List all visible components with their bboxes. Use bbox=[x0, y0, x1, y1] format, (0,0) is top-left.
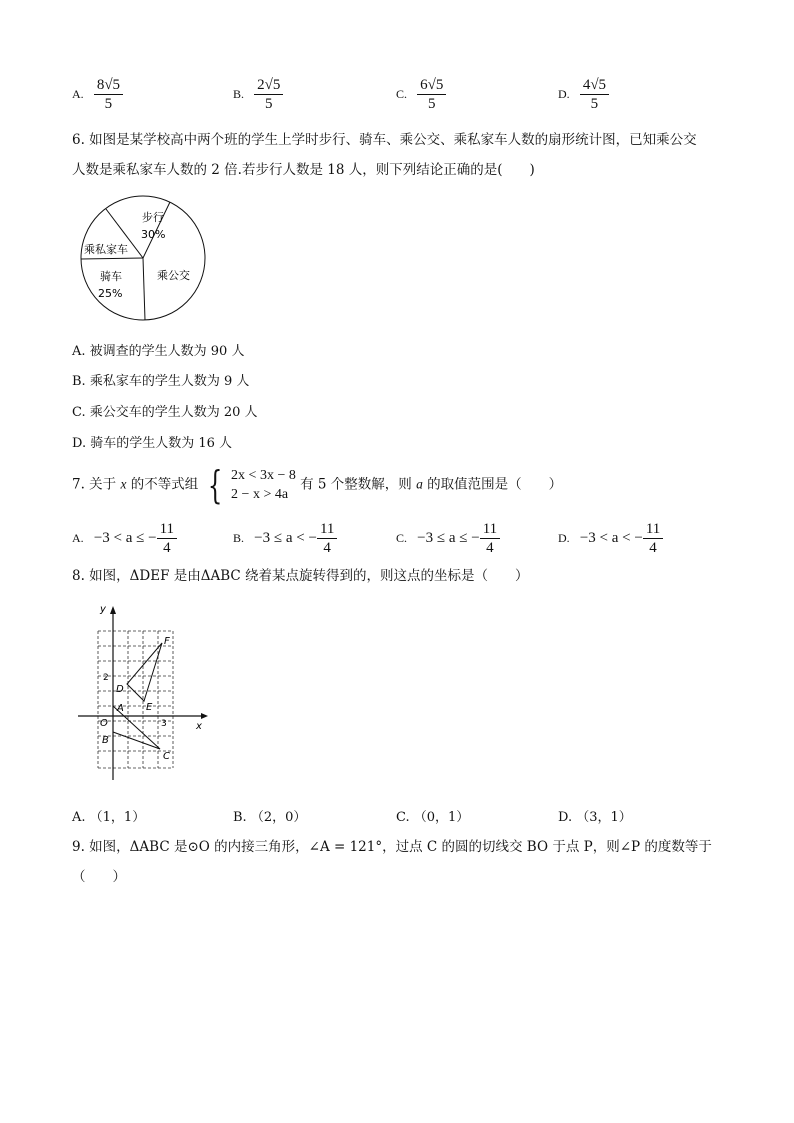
q7-option-a[interactable]: A. −3 < a ≤ − $\frac{11}{4}$ bbox=[72, 520, 177, 557]
q6-option-b[interactable]: B. 乘私家车的学生人数为 9 人 bbox=[72, 374, 250, 389]
point-label-d: D bbox=[116, 684, 124, 695]
q9-stem-line1: 9. 如图，ΔABC 是⊙O 的内接三角形，∠A = 121°，过点 C 的圆的切线交 BO 于点 P，则∠P 的度数等于 bbox=[72, 839, 712, 855]
q5-a-numerator: 8√5 bbox=[94, 76, 123, 95]
axis-label-y: y bbox=[100, 604, 106, 615]
axes bbox=[78, 610, 206, 780]
pie-divider-bus-bike bbox=[143, 258, 145, 320]
origin-label: O bbox=[100, 718, 108, 729]
point-label-a: A bbox=[117, 703, 124, 714]
q6-stem-line1: 6. 如图是某学校高中两个班的学生上学时步行、骑车、乘公交、乘私家车人数的扇形统计图，已知乘公交 bbox=[72, 132, 697, 148]
q8-option-d[interactable]: D. （3，1） bbox=[558, 810, 632, 825]
q6-option-c[interactable]: C. 乘公交车的学生人数为 20 人 bbox=[72, 405, 258, 420]
pie-divider-car-bike bbox=[81, 258, 143, 259]
tick-label-3: 3 bbox=[161, 719, 167, 729]
q6-stem-line2: 人数是乘私家车人数的 2 倍.若步行人数是 18 人，则下列结论正确的是( ) bbox=[72, 162, 535, 178]
pie-label-walk: 步行 bbox=[142, 211, 164, 224]
q7-option-d[interactable]: D. −3 < a < − $\frac{11}{4}$ bbox=[558, 520, 663, 557]
q8-option-b[interactable]: B. （2，0） bbox=[233, 810, 307, 825]
triangle-def bbox=[127, 643, 162, 701]
q8-option-a[interactable]: A. （1，1） bbox=[72, 810, 146, 825]
inequality-1: 2x < 3x − 8 bbox=[231, 468, 296, 483]
point-label-e: E bbox=[146, 702, 153, 713]
point-label-c: C bbox=[163, 751, 170, 762]
grid-lines bbox=[98, 631, 173, 768]
q5-option-d[interactable]: D. $\frac{4√5}{5}$ bbox=[558, 76, 609, 113]
q5-c-denominator: 5 bbox=[428, 96, 436, 112]
x-axis-arrow bbox=[201, 713, 208, 719]
q8-stem: 8. 如图，ΔDEF 是由ΔABC 绕着某点旋转得到的，则这点的坐标是（ ） bbox=[72, 568, 529, 584]
axis-label-x: x bbox=[196, 721, 202, 732]
q5-option-c[interactable]: C. $\frac{6√5}{5}$ bbox=[396, 76, 446, 113]
tick-label-2: 2 bbox=[103, 673, 109, 683]
q5-b-denominator: 5 bbox=[265, 96, 273, 112]
q5-a-denominator: 5 bbox=[104, 96, 113, 112]
pie-label-bus: 乘公交 bbox=[157, 269, 190, 282]
q8-option-c[interactable]: C. （0，1） bbox=[396, 810, 470, 825]
q7-option-c[interactable]: C. −3 ≤ a ≤ − $\frac{11}{4}$ bbox=[396, 520, 500, 557]
q5-b-numerator: 2√5 bbox=[254, 76, 283, 95]
pie-label-walk-pct: 30% bbox=[141, 228, 166, 241]
system-brace: { bbox=[207, 463, 222, 507]
pie-label-bike-pct: 25% bbox=[98, 287, 123, 300]
pie-label-bike: 骑车 bbox=[100, 270, 122, 283]
point-label-f: F bbox=[164, 636, 170, 647]
q9-stem-line2: （ ） bbox=[72, 869, 126, 885]
coordinate-grid-figure bbox=[74, 598, 214, 782]
q7-stem: 7. 关于 x 的不等式组 { 2x < 3x − 8 2 − x > 4a 有 5 个整数解，则 a 的取值范围是（ ） bbox=[72, 463, 563, 507]
pie-chart-figure bbox=[78, 192, 208, 324]
q5-d-denominator: 5 bbox=[590, 96, 599, 112]
q5-option-b[interactable]: B. $\frac{2√5}{5}$ bbox=[233, 76, 283, 113]
pie-label-car: 乘私家车 bbox=[84, 243, 128, 256]
q5-d-numerator: 4√5 bbox=[580, 76, 609, 95]
q6-option-d[interactable]: D. 骑车的学生人数为 16 人 bbox=[72, 436, 233, 451]
q7-option-b[interactable]: B. −3 ≤ a < − $\frac{11}{4}$ bbox=[233, 520, 337, 557]
inequality-system bbox=[231, 466, 296, 504]
q5-c-numerator: 6√5 bbox=[417, 76, 446, 95]
q5-option-a[interactable]: A. $\frac{8√5}{5}$ bbox=[72, 76, 123, 113]
q6-option-a[interactable]: A. 被调查的学生人数为 90 人 bbox=[72, 344, 245, 359]
inequality-2: 2 − x > 4a bbox=[231, 487, 289, 502]
y-axis-arrow bbox=[110, 606, 116, 614]
point-label-b: B bbox=[102, 735, 109, 746]
